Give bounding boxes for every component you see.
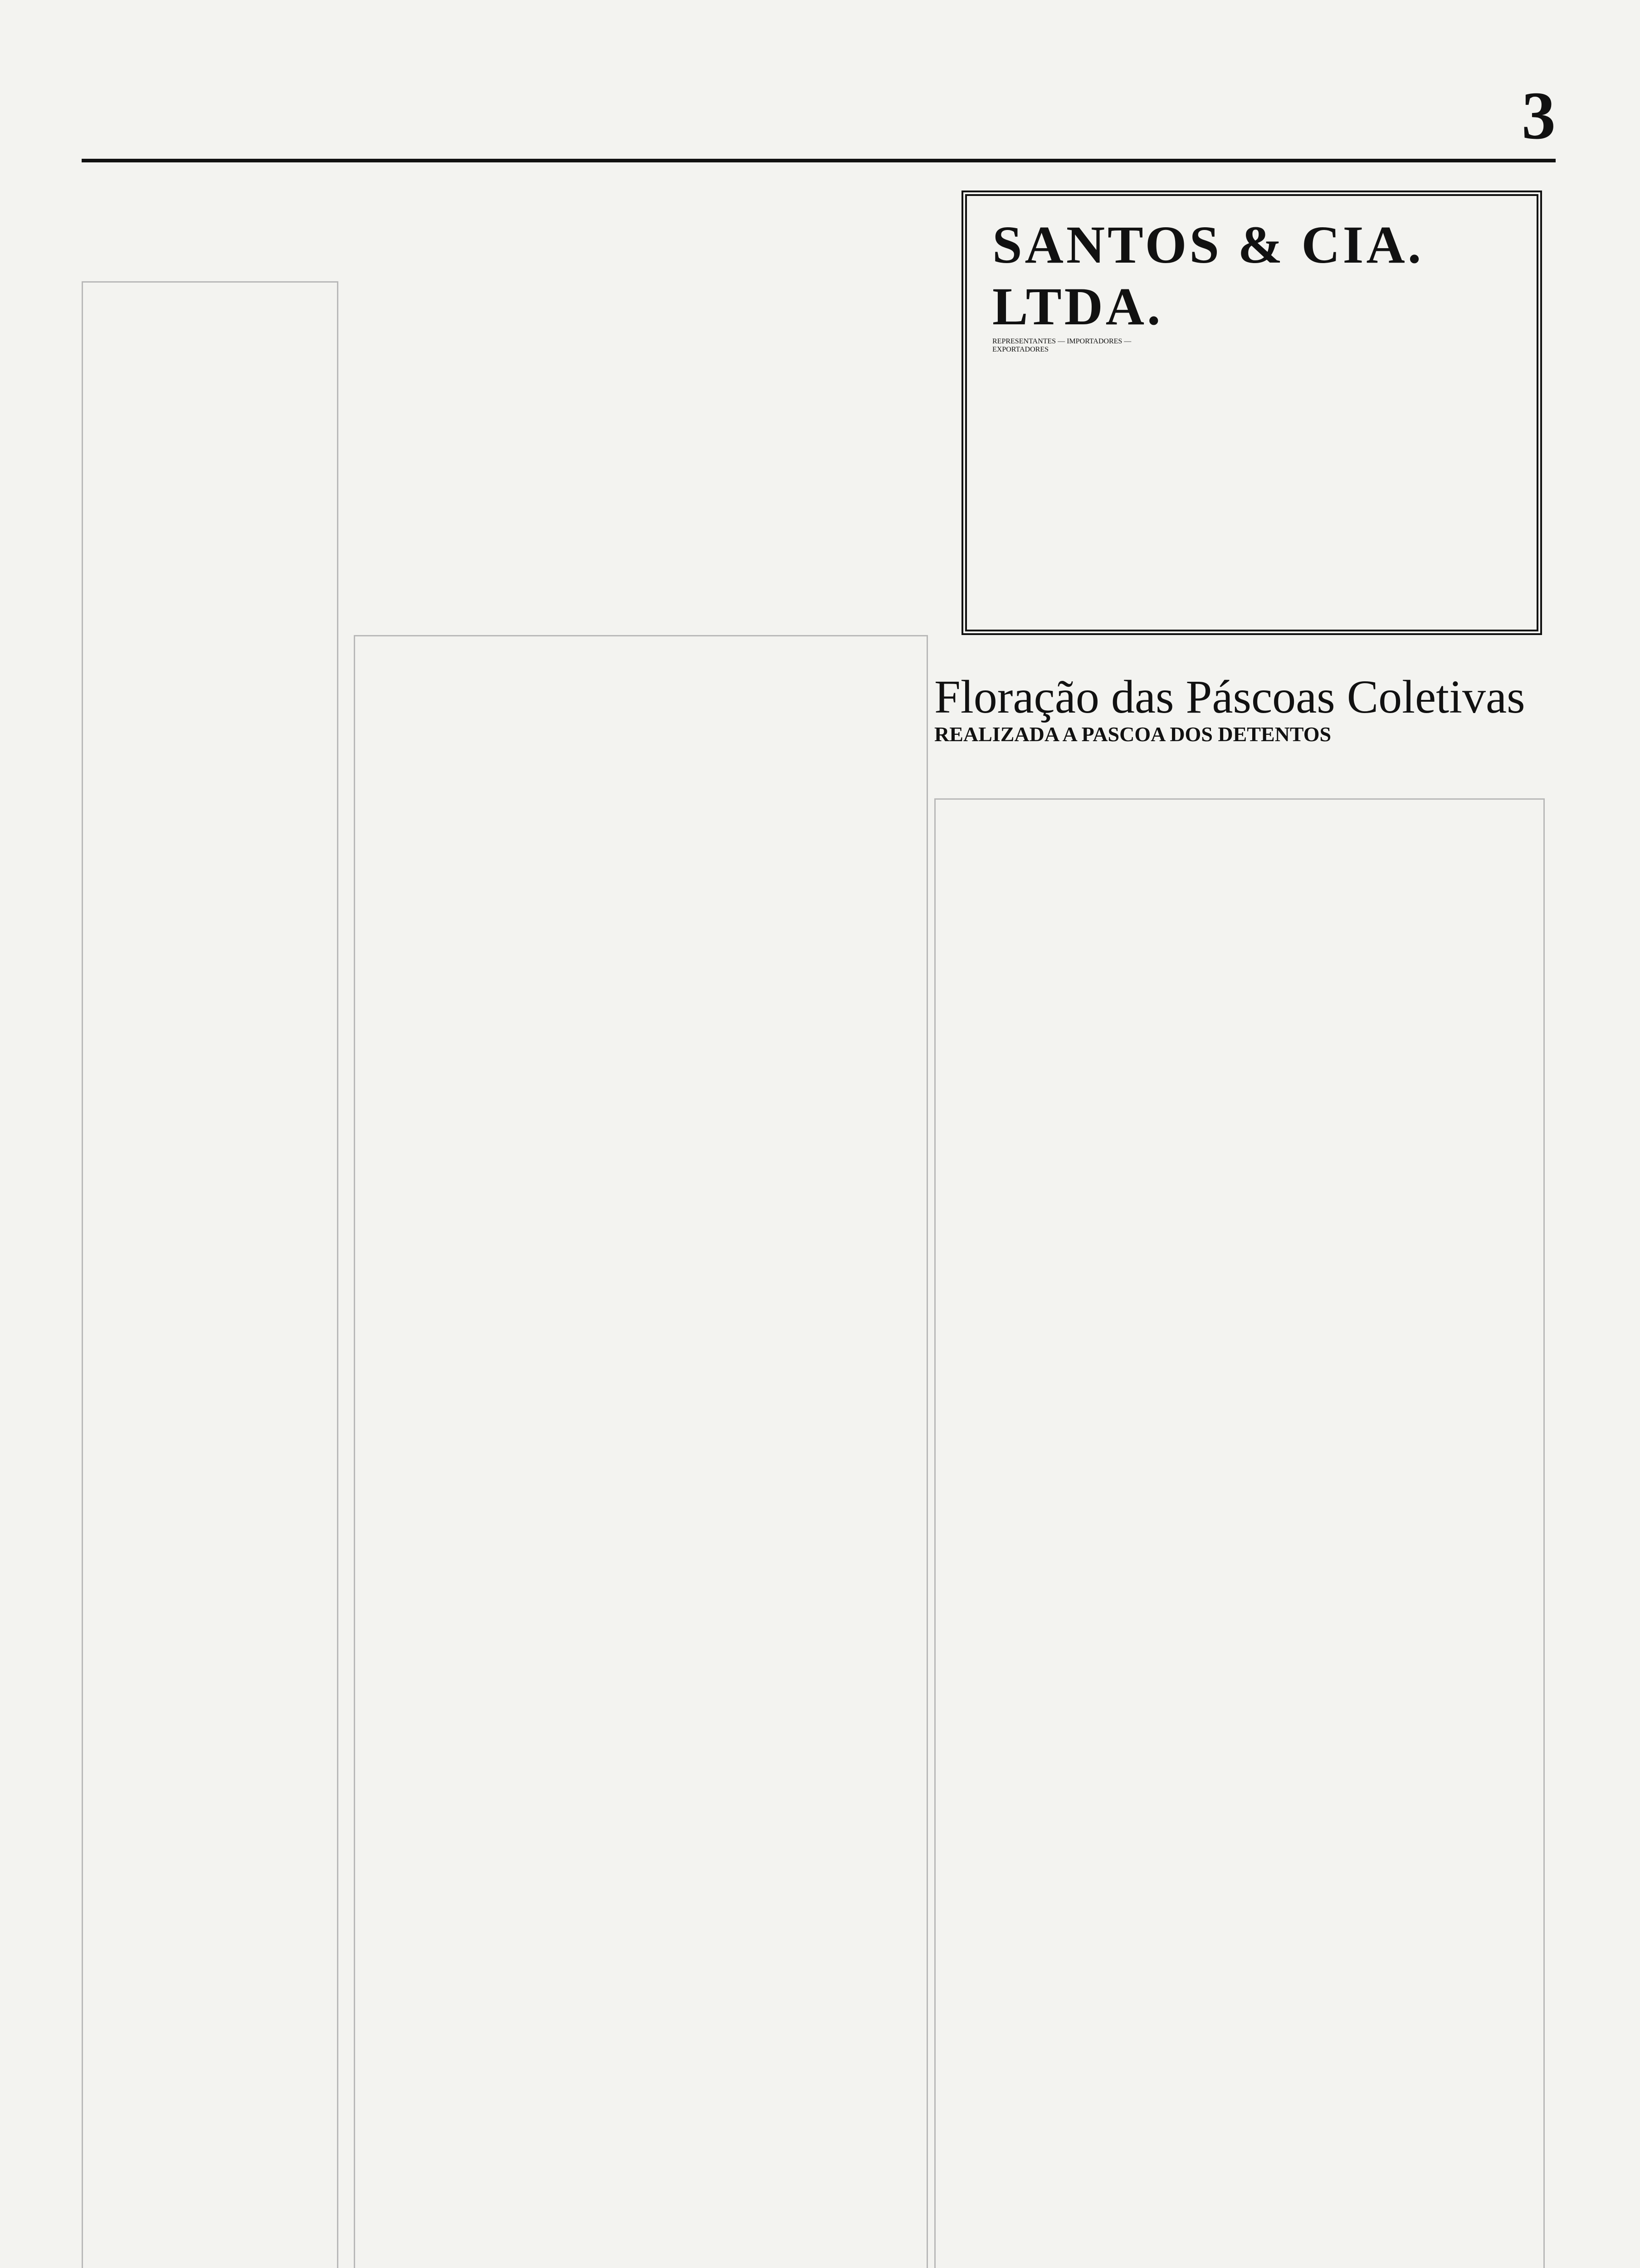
masthead: [82, 78, 1556, 162]
santos-ad-line-1: REPRESENTANTES — IMPORTADORES —: [992, 337, 1132, 345]
left-column: [82, 281, 338, 2268]
right-columns: [934, 798, 1545, 2268]
page-number: 3: [1522, 78, 1556, 153]
floracao-article: [934, 671, 1542, 746]
santos-ad: [962, 191, 1542, 635]
floracao-deck: REALIZADA A PASCOA DOS DETENTOS: [934, 723, 1332, 746]
floracao-headline: Floração das Páscoas Coletivas: [934, 671, 1525, 723]
centre-columns: [354, 635, 928, 2268]
santos-ad-title: SANTOS & CIA. LTDA.: [992, 215, 1424, 336]
santos-ad-line-2: EXPORTADORES: [992, 346, 1049, 353]
